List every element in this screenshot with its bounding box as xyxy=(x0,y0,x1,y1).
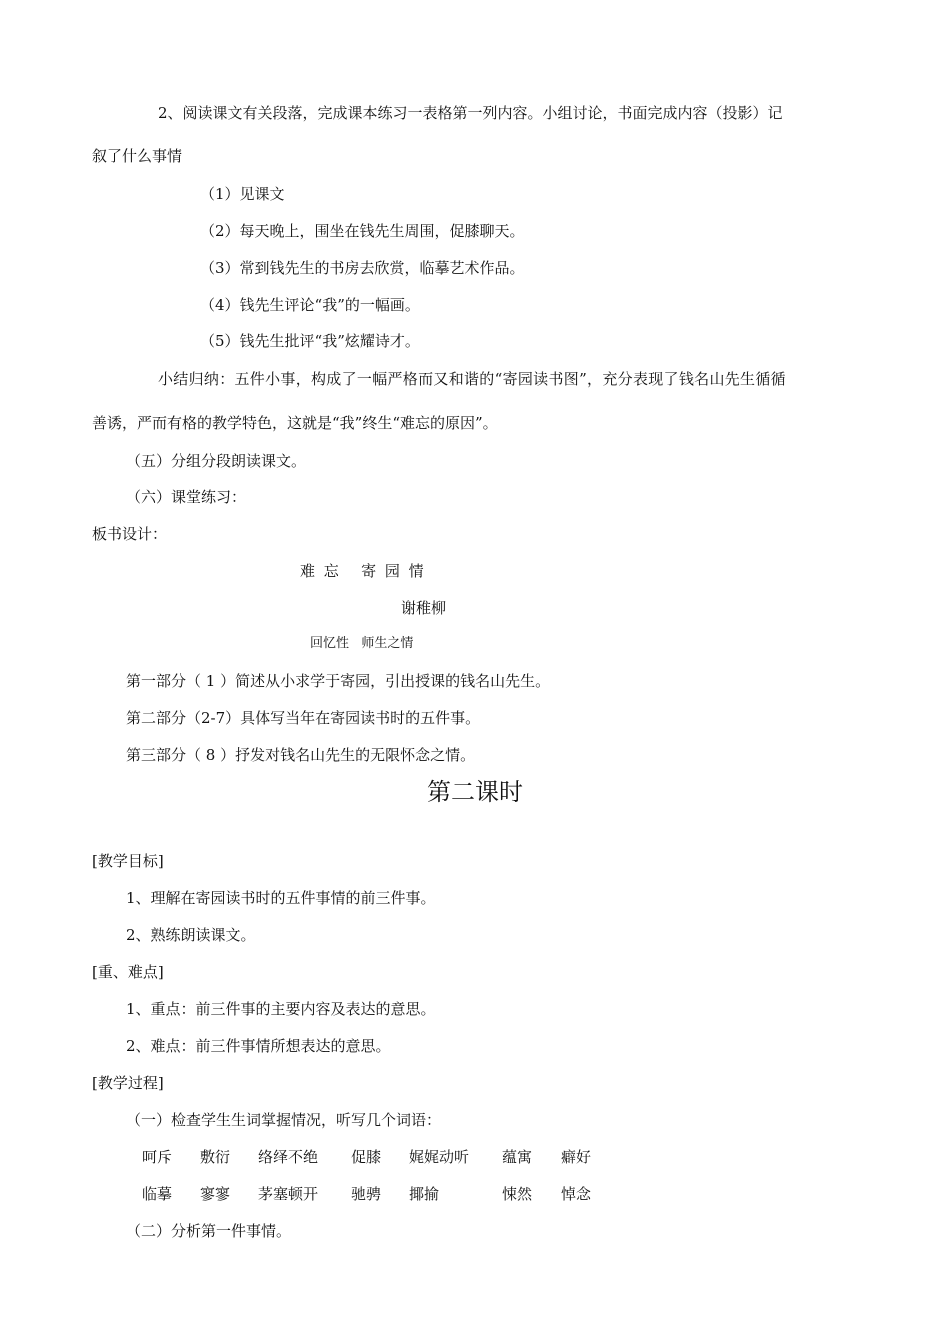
event-item-5: （5）钱先生批评“我”炫耀诗才。 xyxy=(200,332,420,350)
teaching-goal-2: 2、熟练朗读课文。 xyxy=(126,926,256,944)
teaching-goal-1: 1、理解在寄园读书时的五件事情的前三件事。 xyxy=(126,889,436,907)
event-item-1: （1）见课文 xyxy=(200,185,285,203)
vocabulary-word: 驰骋 xyxy=(351,1185,382,1203)
step-six: （六）课堂练习： xyxy=(126,488,247,506)
board-author: 谢稚柳 xyxy=(401,599,447,617)
vocabulary-word: 蕴寓 xyxy=(502,1148,533,1166)
vocabulary-word: 悚然 xyxy=(502,1185,533,1203)
vocabulary-word: 悼念 xyxy=(561,1185,592,1203)
event-item-2: （2）每天晚上，围坐在钱先生周围，促膝聊天。 xyxy=(200,222,525,240)
vocabulary-word: 癖好 xyxy=(561,1148,592,1166)
vocabulary-word: 娓娓动听 xyxy=(409,1148,470,1166)
vocabulary-word: 临摹 xyxy=(142,1185,173,1203)
board-design-label: 板书设计： xyxy=(92,525,168,543)
board-part-3: 第三部分（ 8 ）抒发对钱名山先生的无限怀念之情。 xyxy=(126,746,476,764)
summary-line1: 小结归纳：五件小事，构成了一幅严格而又和谐的“寄园读书图”，充分表现了钱名山先生循循 xyxy=(158,370,786,388)
vocabulary-word: 敷衍 xyxy=(200,1148,231,1166)
event-item-3: （3）常到钱先生的书房去欣赏，临摹艺术作品。 xyxy=(200,259,525,277)
vocabulary-word: 络绎不绝 xyxy=(258,1148,319,1166)
board-part-1: 第一部分（ 1 ）简述从小求学于寄园，引出授课的钱名山先生。 xyxy=(126,672,551,690)
step-five: （五）分组分段朗读课文。 xyxy=(126,452,307,470)
vocabulary-word: 揶揄 xyxy=(409,1185,440,1203)
vocabulary-word: 茅塞顿开 xyxy=(258,1185,319,1203)
key-points-label: [重、难点] xyxy=(92,963,164,981)
event-item-4: （4）钱先生评论“我”的一幅画。 xyxy=(200,296,420,314)
vocabulary-word: 呵斥 xyxy=(142,1148,173,1166)
key-point-1: 1、重点：前三件事的主要内容及表达的意思。 xyxy=(126,1000,436,1018)
board-subtitle: 回忆性 师生之情 xyxy=(310,636,414,651)
board-part-2: 第二部分（2-7）具体写当年在寄园读书时的五件事。 xyxy=(126,709,481,727)
teaching-process-label: [教学过程] xyxy=(92,1074,164,1092)
board-title: 难 忘 寄 园 情 xyxy=(300,562,426,580)
teaching-goals-label: [教学目标] xyxy=(92,852,164,870)
paragraph-reading-task-line2: 叙了什么事情 xyxy=(92,147,183,165)
process-step-2: （二）分析第一件事情。 xyxy=(126,1222,292,1240)
key-point-2: 2、难点：前三件事情所想表达的意思。 xyxy=(126,1037,391,1055)
lesson-two-heading: 第二课时 xyxy=(427,778,523,806)
summary-line2: 善诱，严而有格的教学特色，这就是“我”终生“难忘的原因”。 xyxy=(92,414,498,432)
process-step-1: （一）检查学生生词掌握情况，听写几个词语： xyxy=(126,1111,442,1129)
vocabulary-word: 促膝 xyxy=(351,1148,382,1166)
paragraph-reading-task-line1: 2、阅读课文有关段落，完成课本练习一表格第一列内容。小组讨论，书面完成内容（投影）记 xyxy=(158,104,783,122)
vocabulary-word: 寥寥 xyxy=(200,1185,231,1203)
